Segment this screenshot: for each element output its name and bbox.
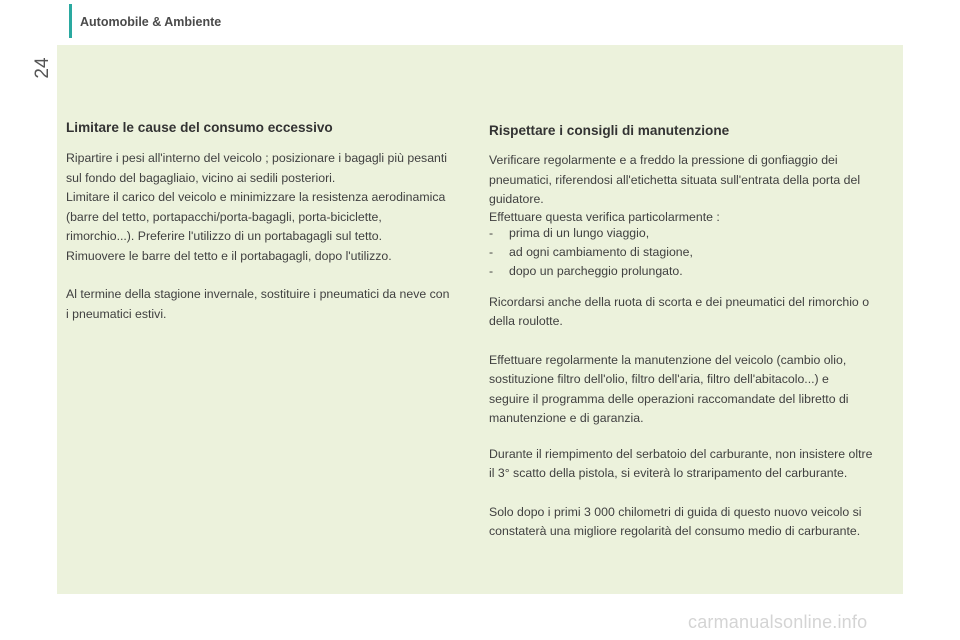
watermark: carmanualsonline.info <box>688 612 868 632</box>
right-paragraph-2: Ricordarsi anche della ruota di scorta e dei pneumatici del rimorchio o della roulotte. <box>489 294 870 328</box>
right-paragraph-5: Solo dopo i primi 3 000 chilometri di guida di questo nuovo veicolo si constaterà una migliore regolarità del consumo medio di carburante. <box>489 504 862 538</box>
right-paragraph-1: Verificare regolarmente e a freddo la pressione di gonfiaggio dei pneumatici, riferendosi all'etichetta situata sull'entrata della porta del guidatore. <box>489 153 861 206</box>
right-section-heading: Rispettare i consigli di manutenzione <box>489 123 730 138</box>
right-paragraph-1-last-line: Effettuare questa verifica particolarmente : <box>489 209 720 224</box>
list-item: - ad ogni cambiamento di stagione, <box>489 243 899 262</box>
left-section-heading: Limitare le cause del consumo eccessivo <box>66 120 333 135</box>
list-item: - dopo un parcheggio prolungato. <box>489 262 899 281</box>
left-column <box>66 120 474 324</box>
left-paragraph-2: Al termine della stagione invernale, sostituire i pneumatici da neve con i pneumatici estivi. <box>66 287 450 321</box>
page-number: 24 <box>32 57 53 79</box>
page-header-title: Automobile & Ambiente <box>80 15 222 29</box>
list-item: - prima di un lungo viaggio, <box>489 224 899 243</box>
right-paragraph-3: Effettuare regolarmente la manutenzione del veicolo (cambio olio, sostituzione filtro dell'olio, filtro dell'aria, filtro dell'abitacolo...) e seguire il programma delle operazioni raccomandate del libretto di manutenzione e di garanzia. <box>489 352 849 425</box>
right-column <box>489 120 899 542</box>
header-accent-bar <box>69 4 72 38</box>
content-panel <box>57 45 903 594</box>
left-paragraph-1: Ripartire i pesi all'interno del veicolo ; posizionare i bagagli più pesanti sul fondo del bagagliaio, vicino ai sedili posteriori. Limitare il carico del veicolo e minimizzare la resistenza aerodinamica (barre del tetto, portapacchi/porta-bagagli, porta-biciclette, rimorchio...). Preferire l'utilizzo di un portabagagli sul tetto. Rimuovere le barre del tetto e il portabagagli, dopo l'utilizzo. <box>66 151 448 263</box>
right-paragraph-4: Durante il riempimento del serbatoio del carburante, non insistere oltre il 3° scatto della pistola, si eviterà lo straripamento del carburante. <box>489 446 873 480</box>
check-list <box>489 224 899 281</box>
